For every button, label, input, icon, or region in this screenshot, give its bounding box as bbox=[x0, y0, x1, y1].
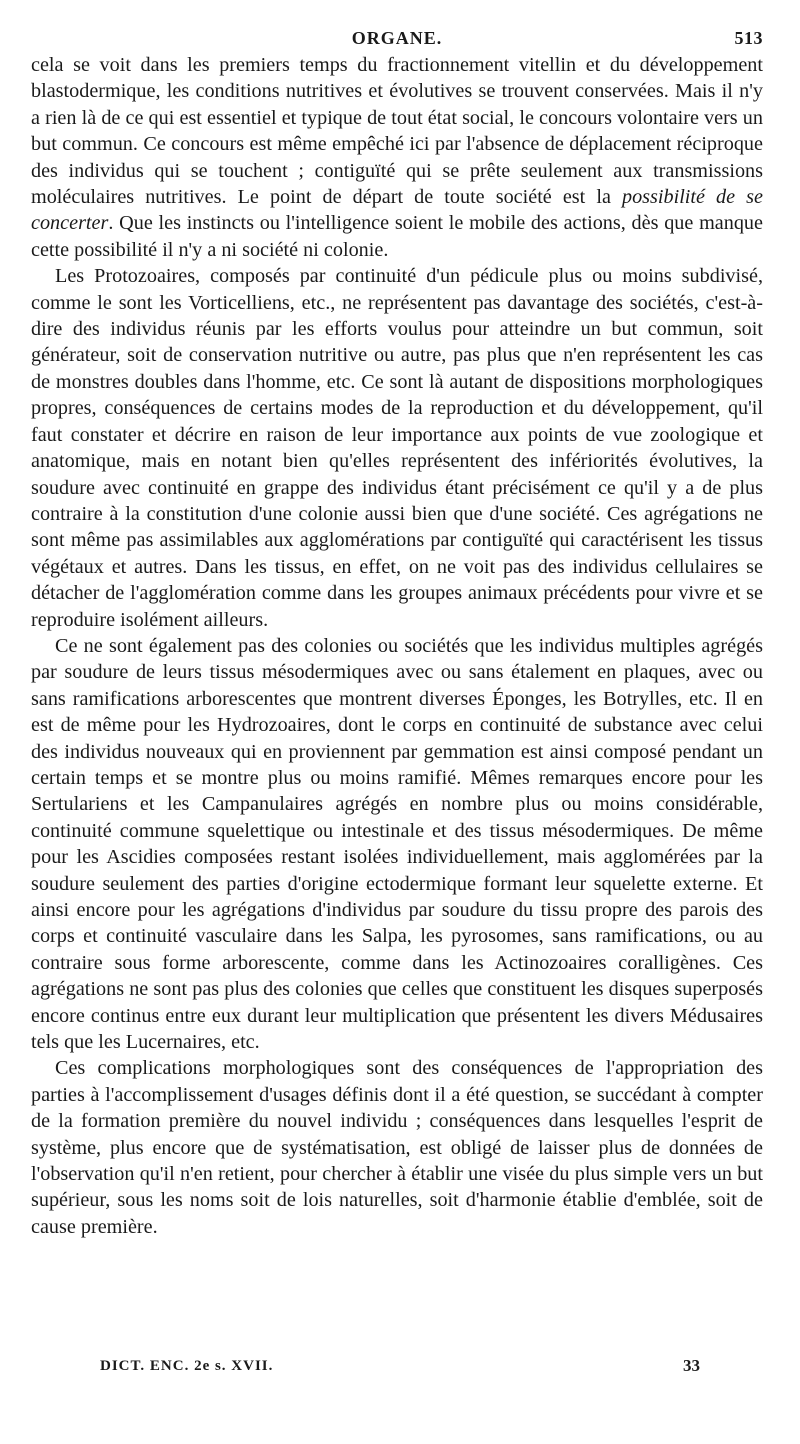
signature-mark: DICT. ENC. 2e s. XVII. bbox=[100, 1358, 274, 1374]
page bbox=[31, 22, 763, 1240]
paragraph-2: Les Protozoaires, composés par continuité d'un pédicule plus ou moins subdivisé, comme le sont les Vorticelliens, etc., ne représentent pas davantage des sociétés, c'est-à-dire des individus réunis par les efforts voulus pour atteindre un but commun, soit générateur, soit de conservation nutritive ou autre, pas plus que n'en représentent les cas de monstres doubles dans l'homme, etc. Ce sont là autant de dispositions morphologiques propres, conséquences de certains modes de la reproduction et du développement, qu'il faut constater et décrire en raison de leur importance aux points de vue zoologique et anatomique, mais en notant bien qu'elles représentent des infériorités évolutives, la soudure avec continuité en grappe des individus étant précisément ce qu'il y a de plus contraire à la constitution d'une colonie aussi bien que d'une société. Ces agrégations ne sont même pas assimilables aux agglomérations par contiguïté qui caractérisent les tissus végétaux et autres. Dans les tissus, en effet, on ne voit pas des individus cellulaires se détacher de l'agglomération comme dans les groupes animaux précédents pour vivre et se reproduire isolément ailleurs. bbox=[31, 265, 763, 631]
sheet-number: 33 bbox=[683, 1356, 700, 1375]
paragraph-1-emphasis: possibilité de se concerter bbox=[31, 186, 763, 235]
paragraph-1-after: . Que les instincts ou l'intelligence soient le mobile des actions, dès que manque cette possibilité il n'y a ni société ni colonie. bbox=[31, 212, 763, 261]
page-number: 513 bbox=[734, 28, 763, 48]
body-text bbox=[31, 52, 763, 1240]
paragraph-1-text: cela se voit dans les premiers temps du fractionnement vitellin et du développement blastodermique, les conditions nutritives et évolutives se trouvent conservées. Mais il n'y a rien là de ce qui est essentiel et typique de tout état social, le concours volontaire vers un but commun. Ce concours est même empêché ici par l'absence de déplacement réciproque des individus qui se touchent ; contiguïté qui se prête seulement aux transmissions moléculaires nutritives. Le point de départ de toute société est la bbox=[31, 54, 763, 209]
page-footer bbox=[100, 1352, 700, 1380]
paragraph-4: Ces complications morphologiques sont des conséquences de l'appropriation des parties à l'accomplissement d'usages définis dont il a été question, se succédant à compter de la formation première du nouvel individu ; conséquences dans lesquelles l'esprit de système, plus encore que de systématisation, est obligé de laisser plus de données de l'observation qu'il n'en retient, pour chercher à établir une visée du plus simple vers un but supérieur, sous les noms soit de lois naturelles, soit d'harmonie établie d'emblée, soit de cause première. bbox=[31, 1057, 763, 1238]
page-title: ORGANE. bbox=[351, 28, 443, 48]
paragraph-3: Ce ne sont également pas des colonies ou sociétés que les individus multiples agrégés par soudure de leurs tissus mésodermiques avec ou sans étalement en plaques, avec ou sans ramifications arborescentes que montrent diverses Éponges, les Botrylles, etc. Il en est de même pour les Hydrozoaires, dont le corps en continuité de substance avec celui des individus nouveaux qui en proviennent par gemmation est ainsi composé pendant un certain temps et se montre plus ou moins ramifié. Mêmes remarques encore pour les Sertulariens et les Campanulaires agrégés en nombre plus ou moins considérable, continuité commune squelettique ou intestinale et des tissus mésodermiques. De même pour les Ascidies composées restant isolées individuellement, mais agglomérées par la soudure seulement des parties d'origine ectodermique formant leur squelette externe. Et ainsi encore pour les agrégations d'individus par soudure du tissu propre des parois des corps et continuité vasculaire dans les Salpa, les pyrosomes, sans ramifications, ou au contraire sous forme arborescente, comme dans les Actinozoaires coralligènes. Ces agrégations ne sont pas plus des colonies que celles que constituent les disques superposés encore continus entre eux durant leur multiplication que présentent les divers Médusaires tels que les Lucernaires, etc. bbox=[31, 634, 763, 1054]
paragraph-1 bbox=[31, 52, 763, 263]
running-head bbox=[31, 22, 763, 52]
